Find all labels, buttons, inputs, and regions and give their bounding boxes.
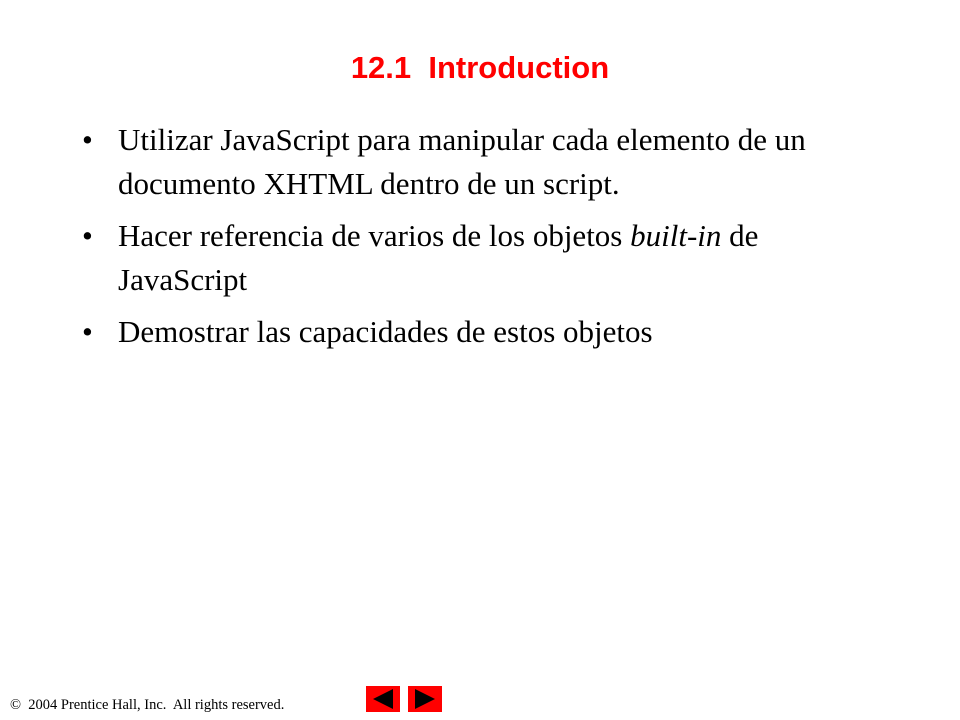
copyright-footer: © 2004 Prentice Hall, Inc. All rights reserved. xyxy=(10,697,285,713)
slide-navigation xyxy=(366,686,442,712)
right-arrow-icon xyxy=(408,686,442,712)
bullet-segment-italic: built-in xyxy=(630,218,722,253)
previous-slide-button[interactable] xyxy=(366,686,400,712)
bullet-mark: • xyxy=(82,314,93,349)
bullet-mark: • xyxy=(82,218,93,253)
bullet-text-3 xyxy=(118,314,653,349)
bullet-list xyxy=(82,118,882,362)
bullet-mark: • xyxy=(82,122,93,157)
left-arrow-icon xyxy=(366,686,400,712)
bullet-item xyxy=(82,214,882,302)
bullet-item xyxy=(82,118,882,206)
slide-title: 12.1 Introduction xyxy=(350,50,610,85)
bullet-text-2 xyxy=(118,218,758,297)
bullet-text-1 xyxy=(118,122,806,201)
next-slide-button[interactable] xyxy=(408,686,442,712)
bullet-segment: de JavaScript xyxy=(118,218,759,297)
bullet-segment: Hacer referencia de varios de los objetos xyxy=(118,218,631,253)
bullet-item xyxy=(82,310,882,354)
bullet-segment: Utilizar JavaScript para manipular cada elemento de un documento XHTML dentro de un script. xyxy=(118,122,806,201)
bullet-segment: Demostrar las capacidades de estos objetos xyxy=(118,314,653,349)
